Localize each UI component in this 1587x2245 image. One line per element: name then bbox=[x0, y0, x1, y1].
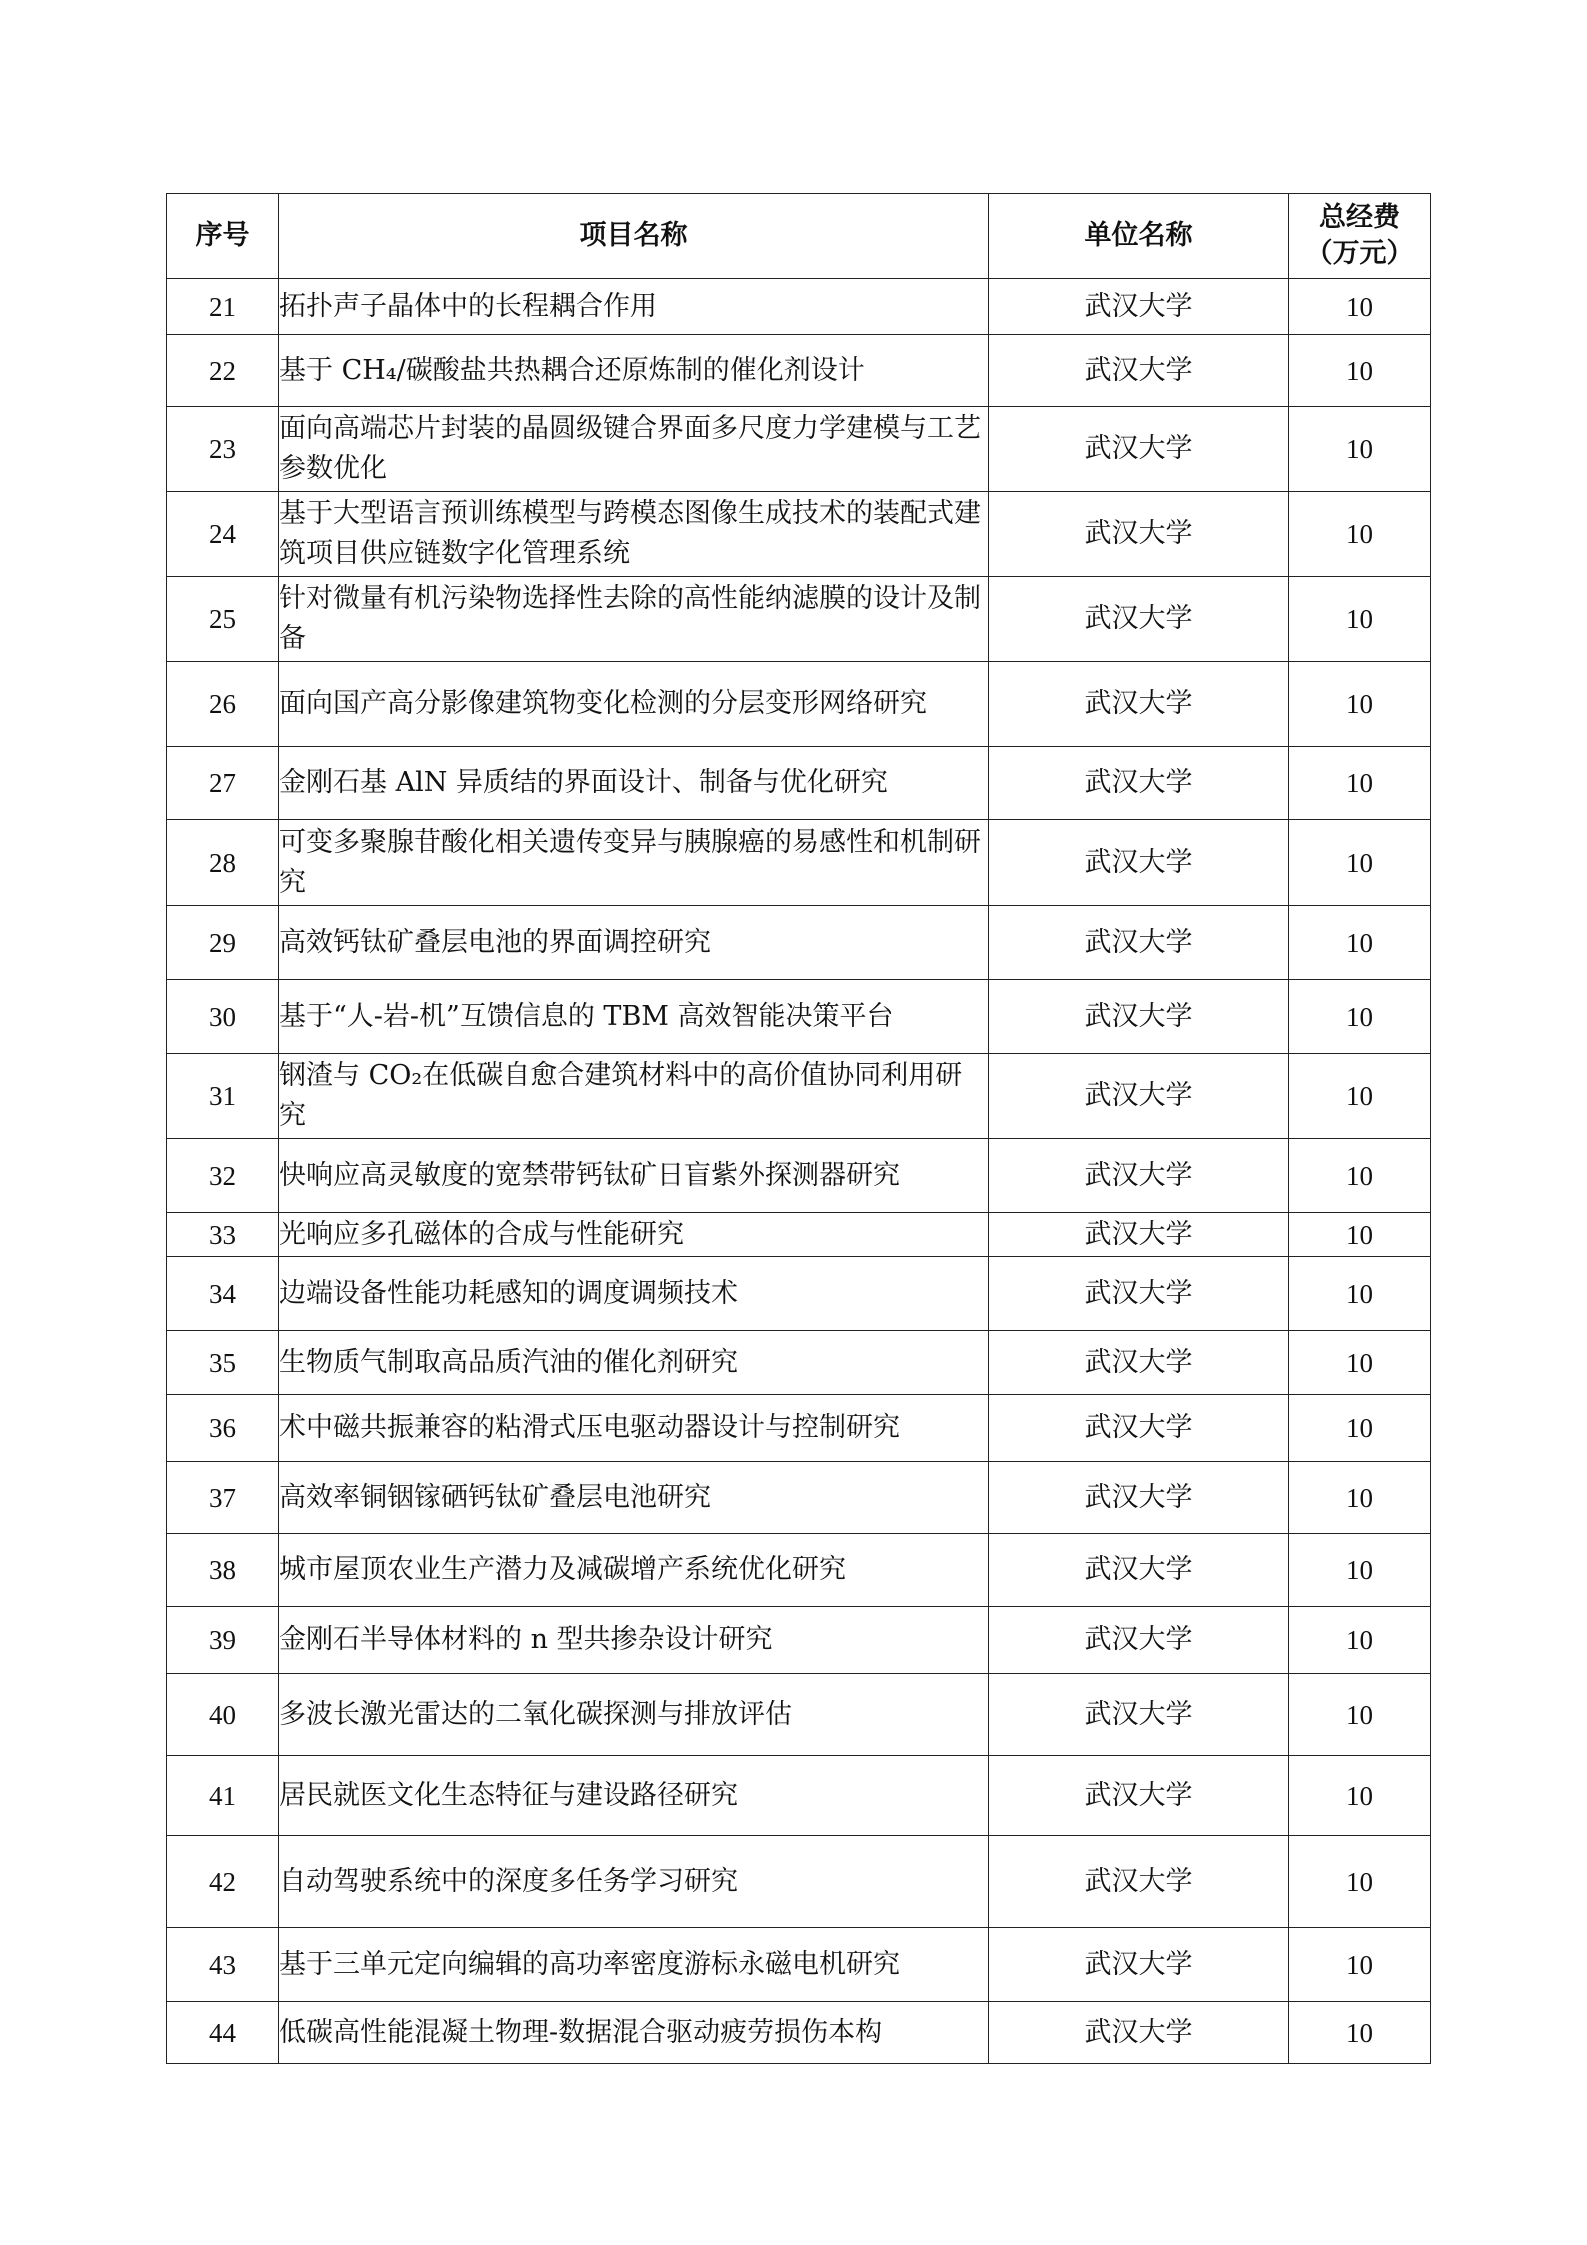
header-total-funding-unit: （万元） bbox=[1305, 238, 1414, 269]
project-name-text: 金刚石半导体材料的 n 型共掺杂设计研究 bbox=[279, 1624, 773, 1655]
project-name-text: 钢渣与 CO₂在低碳自愈合建筑材料中的高价值协同利用研究 bbox=[279, 1060, 963, 1131]
table-row bbox=[167, 1257, 1431, 1331]
cell-project-name bbox=[279, 1607, 989, 1674]
cell-unit-name: 武汉大学 bbox=[989, 1139, 1289, 1213]
project-name-text: 针对微量有机污染物选择性去除的高性能纳滤膜的设计及制备 bbox=[279, 583, 981, 654]
cell-total-funding: 10 bbox=[1289, 407, 1431, 492]
cell-unit-name: 武汉大学 bbox=[989, 577, 1289, 662]
cell-unit-name: 武汉大学 bbox=[989, 1054, 1289, 1139]
project-name-text: 可变多聚腺苷酸化相关遗传变异与胰腺癌的易感性和机制研究 bbox=[279, 826, 981, 898]
cell-unit-name: 武汉大学 bbox=[989, 820, 1289, 906]
cell-project-name bbox=[279, 335, 989, 407]
project-name-text: 基于三单元定向编辑的高功率密度游标永磁电机研究 bbox=[279, 1948, 900, 1980]
table-row bbox=[167, 1331, 1431, 1395]
cell-unit-name: 武汉大学 bbox=[989, 1331, 1289, 1395]
project-name-text: 多波长激光雷达的二氧化碳探测与排放评估 bbox=[279, 1698, 792, 1730]
project-name-text: 拓扑声子晶体中的长程耦合作用 bbox=[279, 290, 657, 322]
cell-project-name bbox=[279, 662, 989, 747]
cell-project-name bbox=[279, 1054, 989, 1139]
table-row bbox=[167, 1139, 1431, 1213]
table-row bbox=[167, 906, 1431, 980]
table-header-row bbox=[167, 194, 1431, 279]
cell-total-funding: 10 bbox=[1289, 980, 1431, 1054]
cell-serial-number: 32 bbox=[167, 1139, 279, 1213]
cell-project-name bbox=[279, 1928, 989, 2002]
cell-total-funding: 10 bbox=[1289, 2002, 1431, 2064]
cell-project-name bbox=[279, 2002, 989, 2064]
table-row bbox=[167, 335, 1431, 407]
cell-unit-name: 武汉大学 bbox=[989, 1395, 1289, 1462]
cell-serial-number: 30 bbox=[167, 980, 279, 1054]
cell-project-name bbox=[279, 1534, 989, 1607]
cell-total-funding: 10 bbox=[1289, 906, 1431, 980]
cell-serial-number: 35 bbox=[167, 1331, 279, 1395]
cell-total-funding: 10 bbox=[1289, 662, 1431, 747]
cell-serial-number: 39 bbox=[167, 1607, 279, 1674]
project-name-text: 基于 CH₄/碳酸盐共热耦合还原炼制的催化剂设计 bbox=[279, 354, 865, 386]
project-name-text: 城市屋顶农业生产潜力及减碳增产系统优化研究 bbox=[279, 1554, 846, 1585]
cell-serial-number: 38 bbox=[167, 1534, 279, 1607]
table-row bbox=[167, 407, 1431, 492]
project-name-text: 自动驾驶系统中的深度多任务学习研究 bbox=[279, 1865, 738, 1897]
cell-serial-number: 33 bbox=[167, 1213, 279, 1257]
cell-total-funding: 10 bbox=[1289, 1395, 1431, 1462]
cell-total-funding: 10 bbox=[1289, 492, 1431, 577]
cell-project-name bbox=[279, 1395, 989, 1462]
cell-serial-number: 42 bbox=[167, 1836, 279, 1928]
cell-unit-name: 武汉大学 bbox=[989, 747, 1289, 820]
cell-serial-number: 44 bbox=[167, 2002, 279, 2064]
cell-project-name bbox=[279, 1139, 989, 1213]
cell-serial-number: 31 bbox=[167, 1054, 279, 1139]
cell-serial-number: 29 bbox=[167, 906, 279, 980]
cell-unit-name: 武汉大学 bbox=[989, 1607, 1289, 1674]
table-row bbox=[167, 1756, 1431, 1836]
cell-serial-number: 24 bbox=[167, 492, 279, 577]
table-row bbox=[167, 2002, 1431, 2064]
cell-unit-name: 武汉大学 bbox=[989, 906, 1289, 980]
cell-unit-name: 武汉大学 bbox=[989, 980, 1289, 1054]
project-name-text: 快响应高灵敏度的宽禁带钙钛矿日盲紫外探测器研究 bbox=[279, 1159, 900, 1191]
cell-project-name bbox=[279, 747, 989, 820]
cell-unit-name: 武汉大学 bbox=[989, 662, 1289, 747]
project-name-text: 面向国产高分影像建筑物变化检测的分层变形网络研究 bbox=[279, 688, 927, 719]
cell-serial-number: 23 bbox=[167, 407, 279, 492]
cell-total-funding: 10 bbox=[1289, 1139, 1431, 1213]
cell-project-name bbox=[279, 1674, 989, 1756]
cell-project-name bbox=[279, 980, 989, 1054]
cell-project-name bbox=[279, 1756, 989, 1836]
cell-project-name bbox=[279, 279, 989, 335]
cell-project-name bbox=[279, 577, 989, 662]
cell-project-name bbox=[279, 1836, 989, 1928]
cell-unit-name: 武汉大学 bbox=[989, 1213, 1289, 1257]
table-row bbox=[167, 1674, 1431, 1756]
cell-serial-number: 43 bbox=[167, 1928, 279, 2002]
cell-total-funding: 10 bbox=[1289, 1836, 1431, 1928]
table-row bbox=[167, 662, 1431, 747]
header-total-funding bbox=[1289, 194, 1431, 279]
cell-unit-name: 武汉大学 bbox=[989, 1756, 1289, 1836]
project-funding-table bbox=[166, 193, 1431, 2064]
cell-total-funding: 10 bbox=[1289, 335, 1431, 407]
table-body bbox=[167, 279, 1431, 2064]
project-name-text: 基于大型语言预训练模型与跨模态图像生成技术的装配式建筑项目供应链数字化管理系统 bbox=[279, 498, 981, 569]
cell-serial-number: 25 bbox=[167, 577, 279, 662]
table-row bbox=[167, 1054, 1431, 1139]
table-row bbox=[167, 1534, 1431, 1607]
cell-serial-number: 37 bbox=[167, 1462, 279, 1534]
cell-project-name bbox=[279, 820, 989, 906]
project-name-text: 光响应多孔磁体的合成与性能研究 bbox=[279, 1218, 684, 1250]
cell-total-funding: 10 bbox=[1289, 1928, 1431, 2002]
cell-unit-name: 武汉大学 bbox=[989, 1836, 1289, 1928]
cell-unit-name: 武汉大学 bbox=[989, 279, 1289, 335]
cell-total-funding: 10 bbox=[1289, 1257, 1431, 1331]
table-row bbox=[167, 492, 1431, 577]
cell-total-funding: 10 bbox=[1289, 1054, 1431, 1139]
cell-total-funding: 10 bbox=[1289, 747, 1431, 820]
cell-serial-number: 28 bbox=[167, 820, 279, 906]
cell-total-funding: 10 bbox=[1289, 820, 1431, 906]
cell-project-name bbox=[279, 492, 989, 577]
cell-project-name bbox=[279, 407, 989, 492]
cell-project-name bbox=[279, 1257, 989, 1331]
cell-unit-name: 武汉大学 bbox=[989, 1534, 1289, 1607]
project-name-text: 术中磁共振兼容的粘滑式压电驱动器设计与控制研究 bbox=[279, 1412, 900, 1443]
table-row bbox=[167, 820, 1431, 906]
cell-total-funding: 10 bbox=[1289, 1607, 1431, 1674]
cell-project-name bbox=[279, 906, 989, 980]
cell-total-funding: 10 bbox=[1289, 1674, 1431, 1756]
project-name-text: 生物质气制取高品质汽油的催化剂研究 bbox=[279, 1346, 738, 1378]
table-row bbox=[167, 747, 1431, 820]
project-name-text: 高效钙钛矿叠层电池的界面调控研究 bbox=[279, 926, 711, 958]
project-name-text: 低碳高性能混凝土物理-数据混合驱动疲劳损伤本构 bbox=[279, 2016, 883, 2048]
cell-project-name bbox=[279, 1331, 989, 1395]
cell-serial-number: 34 bbox=[167, 1257, 279, 1331]
header-unit-name: 单位名称 bbox=[989, 194, 1289, 279]
cell-serial-number: 21 bbox=[167, 279, 279, 335]
cell-total-funding: 10 bbox=[1289, 1213, 1431, 1257]
cell-total-funding: 10 bbox=[1289, 279, 1431, 335]
cell-unit-name: 武汉大学 bbox=[989, 1674, 1289, 1756]
table-row bbox=[167, 1928, 1431, 2002]
cell-total-funding: 10 bbox=[1289, 1462, 1431, 1534]
cell-total-funding: 10 bbox=[1289, 1756, 1431, 1836]
table-row bbox=[167, 1836, 1431, 1928]
cell-serial-number: 27 bbox=[167, 747, 279, 820]
project-name-text: 边端设备性能功耗感知的调度调频技术 bbox=[279, 1277, 738, 1309]
cell-serial-number: 36 bbox=[167, 1395, 279, 1462]
cell-total-funding: 10 bbox=[1289, 1331, 1431, 1395]
table-row bbox=[167, 1607, 1431, 1674]
cell-unit-name: 武汉大学 bbox=[989, 492, 1289, 577]
cell-serial-number: 26 bbox=[167, 662, 279, 747]
cell-serial-number: 22 bbox=[167, 335, 279, 407]
cell-total-funding: 10 bbox=[1289, 577, 1431, 662]
project-name-text: 高效率铜铟镓硒钙钛矿叠层电池研究 bbox=[279, 1481, 711, 1513]
cell-project-name bbox=[279, 1462, 989, 1534]
cell-total-funding: 10 bbox=[1289, 1534, 1431, 1607]
table-row bbox=[167, 577, 1431, 662]
cell-unit-name: 武汉大学 bbox=[989, 2002, 1289, 2064]
table-row bbox=[167, 279, 1431, 335]
cell-unit-name: 武汉大学 bbox=[989, 1462, 1289, 1534]
cell-project-name bbox=[279, 1213, 989, 1257]
project-name-text: 金刚石基 AlN 异质结的界面设计、制备与优化研究 bbox=[279, 767, 888, 798]
project-name-text: 居民就医文化生态特征与建设路径研究 bbox=[279, 1779, 738, 1811]
project-name-text: 基于“人-岩-机”互馈信息的 TBM 高效智能决策平台 bbox=[279, 1000, 894, 1032]
cell-unit-name: 武汉大学 bbox=[989, 1928, 1289, 2002]
table-row bbox=[167, 980, 1431, 1054]
table-row bbox=[167, 1462, 1431, 1534]
cell-unit-name: 武汉大学 bbox=[989, 407, 1289, 492]
table-row bbox=[167, 1213, 1431, 1257]
header-project-name: 项目名称 bbox=[279, 194, 989, 279]
cell-unit-name: 武汉大学 bbox=[989, 335, 1289, 407]
table-row bbox=[167, 1395, 1431, 1462]
cell-serial-number: 41 bbox=[167, 1756, 279, 1836]
project-name-text: 面向高端芯片封装的晶圆级键合界面多尺度力学建模与工艺参数优化 bbox=[279, 413, 981, 484]
header-serial-number: 序号 bbox=[167, 194, 279, 279]
cell-serial-number: 40 bbox=[167, 1674, 279, 1756]
cell-unit-name: 武汉大学 bbox=[989, 1257, 1289, 1331]
header-total-funding-label: 总经费 bbox=[1319, 202, 1400, 233]
